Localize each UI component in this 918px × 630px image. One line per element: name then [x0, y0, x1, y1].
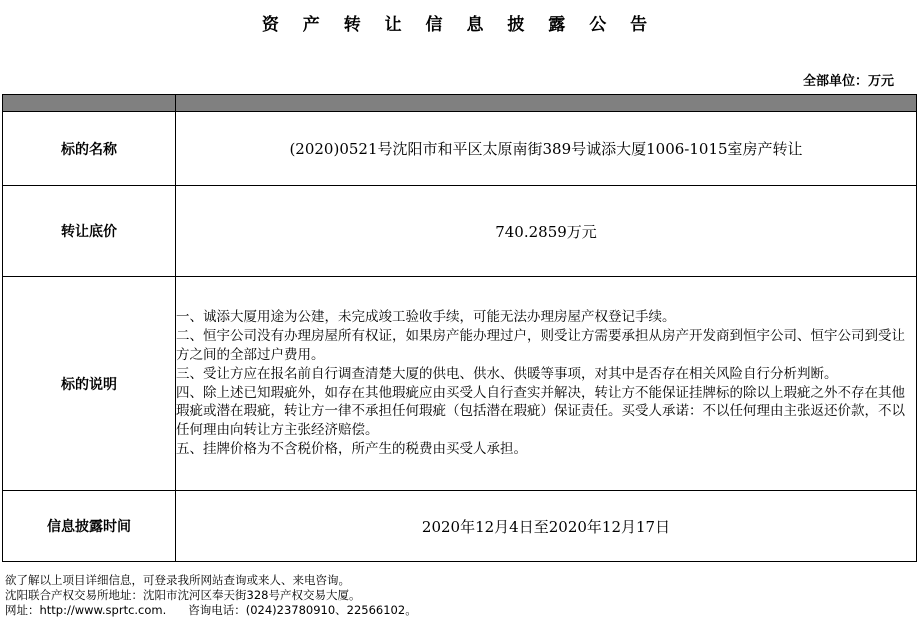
value-reserve-price: 740.2859万元 — [176, 186, 917, 277]
footer-info — [5, 573, 417, 619]
label-subject-name: 标的名称 — [3, 112, 176, 186]
row-description — [3, 277, 917, 491]
table-header-row — [3, 95, 917, 112]
description-paragraph: 四、除上述已知瑕疵外，如存在其他瑕疵应由买受人自行查实并解决，转让方不能保证挂牌标的除以上瑕疵之外不存在其他瑕疵或潜在瑕疵，转让方一律不承担任何瑕疵（包括潜在瑕疵）保证责任。买受人承诺：不以任何理由主张返还价款，不以任何理由向转让方主张经济赔偿。 — [176, 384, 905, 439]
description-paragraph: 一、诚添大厦用途为公建，未完成竣工验收手续，可能无法办理房屋产权登记手续。 — [176, 309, 676, 326]
footer-inquiry-note: 欲了解以上项目详细信息，可登录我所网站查询或来人、来电咨询。 — [5, 573, 350, 587]
label-disclosure-period: 信息披露时间 — [3, 491, 176, 562]
page-title: 资 产 转 让 信 息 披 露 公 告 — [261, 15, 657, 35]
label-description: 标的说明 — [3, 277, 176, 491]
value-disclosure-period: 2020年12月4日至2020年12月17日 — [176, 491, 917, 562]
value-description — [176, 277, 917, 491]
description-paragraph: 三、受让方应在报名前自行调查清楚大厦的供电、供水、供暖等事项，对其中是否存在相关风险自行分析判断。 — [176, 365, 838, 382]
description-paragraph: 五、挂牌价格为不含税价格，所产生的税费由买受人承担。 — [176, 440, 527, 457]
row-subject-name — [3, 112, 917, 186]
value-subject-name: (2020)0521号沈阳市和平区太原南街389号诚添大厦1006-1015室房产转让 — [176, 112, 917, 186]
header-cell-left — [3, 95, 176, 112]
label-reserve-price: 转让底价 — [3, 186, 176, 277]
row-reserve-price — [3, 186, 917, 277]
unit-note: 全部单位：万元 — [802, 74, 894, 89]
footer-address: 沈阳联合产权交易所地址：沈阳市沈河区奉天街328号产权交易大厦。 — [5, 588, 361, 603]
header-cell-right — [176, 95, 917, 112]
row-disclosure-period — [3, 491, 917, 562]
description-paragraph: 二、恒宇公司没有办理房屋所有权证，如果房产能办理过户，则受让方需要承担从房产开发商到恒宇公司、恒宇公司到受让方之间的全部过户费用。 — [176, 328, 905, 363]
disclosure-table — [2, 94, 917, 562]
footer-website-phone: 网址：http://www.sprtc.com. 咨询电话：(024)23780910、22566102。 — [5, 603, 417, 618]
